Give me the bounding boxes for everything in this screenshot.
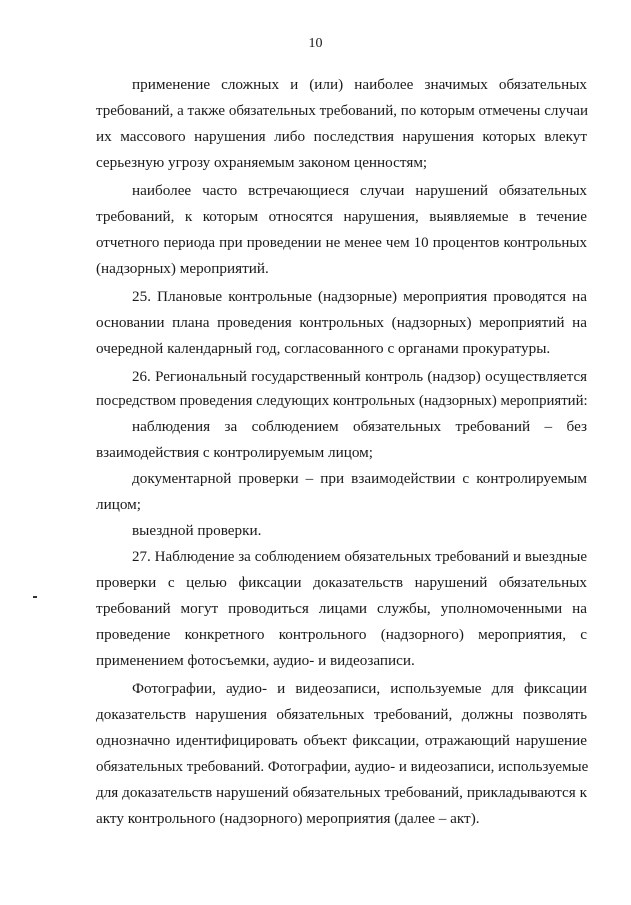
paragraph-line: проведение конкретного контрольного (надзорного) мероприятия, с [96, 626, 587, 643]
paragraph-line: очередной календарный год, согласованного с органами прокуратуры. [96, 340, 551, 357]
paragraph-line: для доказательств нарушений обязательных требований, прикладываются к [96, 784, 587, 801]
paragraph-line: 26. Региональный государственный контроль (надзор) осуществляется [132, 369, 587, 385]
paragraph-line: применение сложных и (или) наиболее значимых обязательных [132, 76, 587, 93]
paragraph-line: (надзорных) мероприятий. [96, 260, 269, 277]
scan-mark [33, 596, 37, 598]
paragraph-line: документарной проверки – при взаимодействии с контролируемым [132, 470, 587, 487]
paragraph-line: основании плана проведения контрольных (надзорных) мероприятий на [96, 314, 587, 331]
paragraph-line: наблюдения за соблюдением обязательных требований – без [132, 418, 587, 435]
paragraph-line: применением фотосъемки, аудио- и видеозаписи. [96, 652, 415, 669]
paragraph-line: требований могут проводиться лицами службы, уполномоченными на [96, 600, 587, 617]
paragraph-line: наиболее часто встречающиеся случаи нарушений обязательных [132, 182, 587, 199]
paragraph-line: лицом; [96, 496, 141, 513]
paragraph-line: 25. Плановые контрольные (надзорные) мероприятия проводятся на [132, 288, 587, 305]
paragraph-line: доказательств нарушения обязательных требований, должны позволять [96, 706, 587, 723]
page-number: 10 [308, 36, 323, 51]
paragraph-line: обязательных требований. Фотографии, аудио- и видеозаписи, используемые [96, 759, 589, 775]
paragraph-line: взаимодействия с контролируемым лицом; [96, 444, 373, 461]
paragraph-line: выездной проверки. [132, 522, 262, 539]
paragraph-line: Фотографии, аудио- и видеозаписи, используемые для фиксации [132, 680, 587, 697]
paragraph-line: однозначно идентифицировать объект фиксации, отражающий нарушение [96, 732, 587, 749]
paragraph-line: требований, а также обязательных требований, по которым отмечены случаи [96, 103, 589, 119]
paragraph-line: требований, к которым относятся нарушения, выявляемые в течение [96, 208, 587, 225]
paragraph-line: их массового нарушения либо последствия нарушения которых влекут [96, 128, 587, 145]
paragraph-line: 27. Наблюдение за соблюдением обязательных требований и выездные [132, 549, 587, 565]
paragraph-line: посредством проведения следующих контрольных (надзорных) мероприятий: [96, 393, 588, 409]
paragraph-line: отчетного периода при проведении не менее чем 10 процентов контрольных [96, 235, 587, 251]
paragraph-line: проверки с целью фиксации доказательств нарушений обязательных [96, 574, 587, 591]
paragraph-line: серьезную угрозу охраняемым законом ценностям; [96, 154, 428, 171]
paragraph-line: акту контрольного (надзорного) мероприятия (далее – акт). [96, 810, 480, 827]
